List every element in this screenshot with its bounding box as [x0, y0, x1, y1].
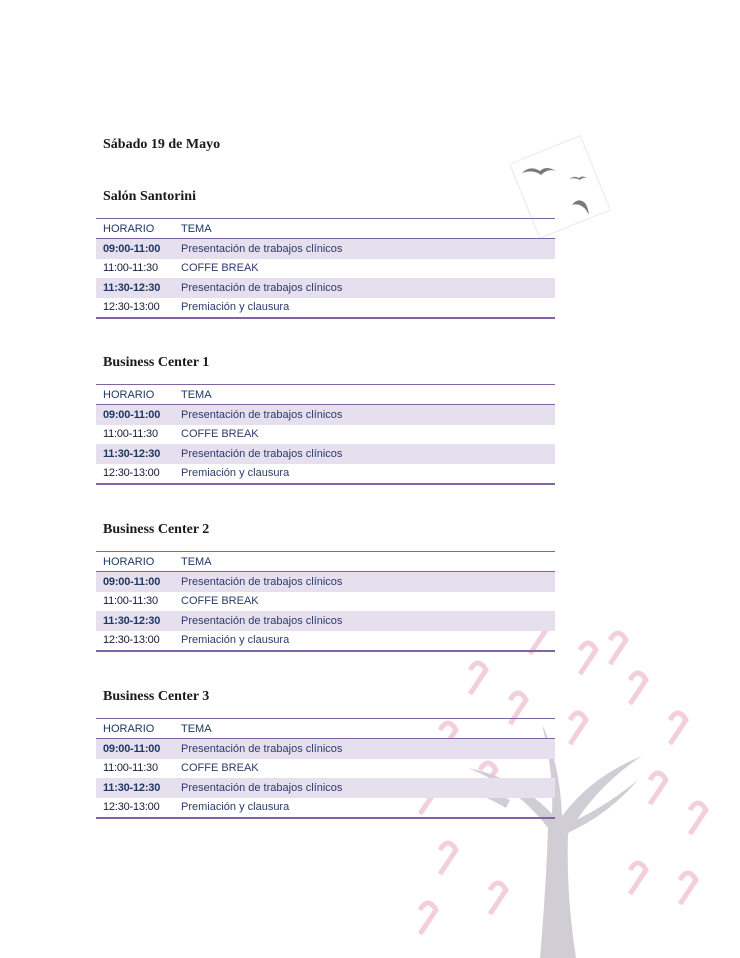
schedule-table [96, 218, 555, 319]
time-cell: 12:30-13:00 [103, 801, 160, 814]
table-row [96, 405, 555, 425]
time-cell: 09:00-11:00 [96, 405, 174, 425]
schedule-section [96, 519, 555, 652]
time-cell: 12:30-13:00 [103, 301, 160, 314]
topic-cell: Presentación de trabajos clínicos [174, 239, 555, 259]
table-row [96, 425, 555, 445]
table-row [96, 592, 555, 612]
table-row [96, 798, 555, 819]
schedule-section [96, 186, 555, 319]
topic-cell: COFFE BREAK [181, 428, 259, 441]
section-title: Business Center 1 [103, 355, 210, 370]
table-row [96, 572, 555, 592]
topic-cell: Presentación de trabajos clínicos [174, 278, 555, 298]
time-cell: 11:30-12:30 [96, 611, 174, 631]
time-cell: 11:00-11:30 [103, 428, 158, 441]
table-row [96, 631, 555, 652]
table-row [96, 278, 555, 298]
header-time: HORARIO [96, 552, 174, 572]
topic-cell: COFFE BREAK [181, 262, 259, 275]
topic-cell: Presentación de trabajos clínicos [174, 611, 555, 631]
table-row [96, 759, 555, 779]
table-row [96, 259, 555, 279]
topic-cell: COFFE BREAK [181, 595, 259, 608]
schedule-table [96, 551, 555, 652]
time-cell: 11:00-11:30 [103, 762, 158, 775]
table-row [96, 778, 555, 798]
time-cell: 12:30-13:00 [103, 634, 160, 647]
header-time: HORARIO [96, 719, 174, 739]
topic-cell: Presentación de trabajos clínicos [174, 572, 555, 592]
time-cell: 11:00-11:30 [103, 262, 158, 275]
table-row [96, 739, 555, 759]
table-row [96, 464, 555, 485]
topic-cell: Premiación y clausura [181, 467, 290, 480]
schedule-section [96, 686, 555, 819]
topic-cell: Presentación de trabajos clínicos [174, 444, 555, 464]
schedule-section [96, 352, 555, 485]
time-cell: 09:00-11:00 [96, 572, 174, 592]
header-topic: TEMA [174, 219, 555, 239]
header-topic: TEMA [174, 552, 555, 572]
topic-cell: Presentación de trabajos clínicos [174, 778, 555, 798]
time-cell: 11:30-12:30 [96, 444, 174, 464]
table-row [96, 298, 555, 319]
section-title: Business Center 2 [103, 522, 210, 537]
schedule-table [96, 718, 555, 819]
time-cell: 12:30-13:00 [103, 467, 160, 480]
schedule-table [96, 384, 555, 485]
table-row [96, 611, 555, 631]
topic-cell: Premiación y clausura [181, 634, 290, 647]
table-row [96, 239, 555, 259]
time-cell: 11:30-12:30 [96, 778, 174, 798]
section-title: Salón Santorini [103, 189, 196, 204]
topic-cell: COFFE BREAK [181, 762, 259, 775]
time-cell: 09:00-11:00 [96, 739, 174, 759]
section-title: Business Center 3 [103, 689, 210, 704]
header-time: HORARIO [96, 385, 174, 405]
topic-cell: Presentación de trabajos clínicos [174, 405, 555, 425]
time-cell: 09:00-11:00 [96, 239, 174, 259]
time-cell: 11:00-11:30 [103, 595, 158, 608]
time-cell: 11:30-12:30 [96, 278, 174, 298]
topic-cell: Presentación de trabajos clínicos [174, 739, 555, 759]
header-topic: TEMA [174, 385, 555, 405]
topic-cell: Premiación y clausura [181, 801, 290, 814]
header-topic: TEMA [174, 719, 555, 739]
header-time: HORARIO [96, 219, 174, 239]
topic-cell: Premiación y clausura [181, 301, 290, 314]
table-row [96, 444, 555, 464]
page-title: Sábado 19 de Mayo [103, 137, 221, 152]
